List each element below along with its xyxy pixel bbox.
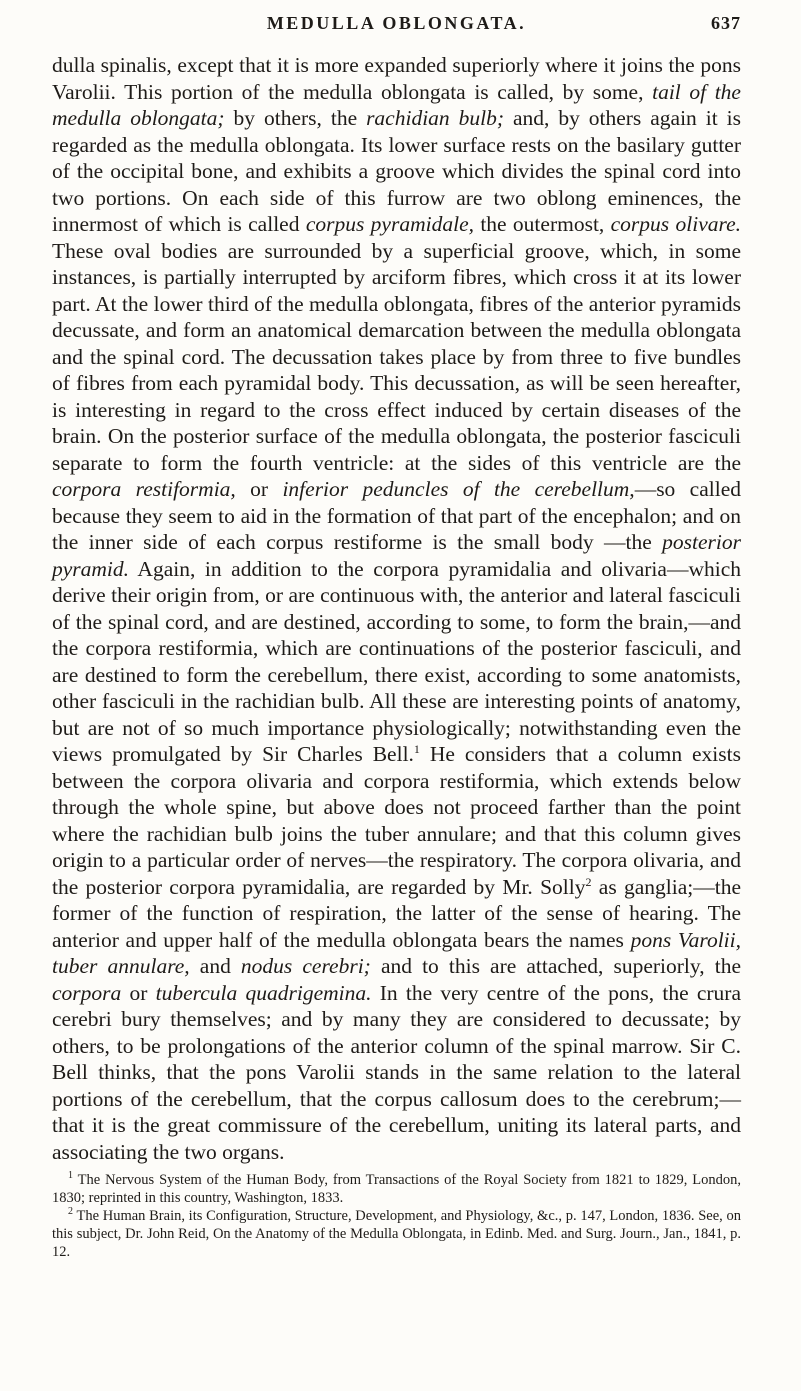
text-segment: —so called because they seem to aid in the formation of that part of the encephalon; and on the inner side of each corpus restiforme is the small body —the [52,477,741,554]
footnote-mark: 1 [68,1170,73,1182]
text-segment: Again, in addition to the corpora pyramidalia and olivaria—which derive their origin from, or are continuous with, the anterior and lateral fasciculi of the spinal cord, and are destined, according to some, to form the brain,—and the corpora restiformia, which are continuations of the posterior fasciculi, and are destined to form the cerebellum, there exist, according to some anatomists, other fasciculi in the rachidian bulb. All these are interesting points of anatomy, but are not of so much importance physiologically; notwithstanding even the views promulgated by Sir Charles Bell. [52,556,741,766]
footnote-2 [52,1207,741,1261]
text-segment: He considers that a column exists between the corpora olivaria and corpora restiformia, which extends below through the whole spine, but above does not proceed farther than the point where the rachidian bulb joins the tuber annulare; and that this column gives origin to a particular order of nerves—the respiratory. The corpora olivaria, and the posterior corpora pyramidalia, are regarded by Mr. Solly [52,742,741,899]
italic-term: posterior pyramid. [52,530,741,581]
footnote-ref-1: 1 [413,741,420,756]
italic-term: tail of the medulla oblongata; [52,79,741,130]
page-number: 637 [711,13,741,33]
footnote-mark: 2 [68,1206,73,1218]
italic-term: corpus pyramidale, [305,212,474,236]
main-paragraph [52,52,741,1165]
running-head-title: MEDULLA OBLONGATA. [266,13,527,33]
footnote-text: The Nervous System of the Human Body, from Transactions of the Royal Society from 1821 to 1829, London, 1830; reprinted in this country, Washington, 1833. [52,1172,741,1206]
text-segment: These oval bodies are surrounded by a superficial groove, which, in some instances, is partially interrupted by arciform fibres, which cross it at its lower part. At the lower third of the medulla oblongata, fibres of the anterior pyramids decussate, and form an anatomical demarcation between the medulla oblongata and the spinal cord. The decussation takes place by from three to five bundles of fibres from each pyramidal body. This decussation, as will be seen hereafter, is interesting in regard to the cross effect induced by certain diseases of the brain. On the posterior surface of the medulla oblongata, the posterior fasciculi separate to form the fourth ventricle: at the sides of this ventricle are the [52,238,741,475]
italic-term: corpus olivare. [610,212,741,236]
italic-term: nodus cerebri; [240,954,371,978]
text-segment: by others, the [224,106,367,130]
footnote-1 [52,1171,741,1207]
text-segment: and, by others again it is regarded as the medulla oblongata. Its lower surface rests on the basilary gutter of the occipital bone, and exhibits a groove which divides the spinal cord into two portions. On each side of this furrow are two oblong eminences, the innermost of which is called [52,106,741,236]
body-text [52,52,741,1165]
text-segment: the outermost, [473,212,611,236]
text-segment: or [121,980,156,1005]
text-segment: as ganglia;—the former of the function of respiration, the latter of the sense of hearing. The anterior and upper half of the medulla oblongata bears the names [52,874,742,952]
italic-term: inferior peduncles of the cerebellum, [282,477,635,501]
italic-term: pons Varolii, tuber annulare, [52,927,741,978]
italic-term: corpora [52,980,122,1005]
footnote-ref-2: 2 [585,874,592,889]
text-segment: and [189,954,241,978]
footnotes [52,1171,741,1261]
italic-term: rachidian bulb; [366,106,504,130]
text-segment: and to this are attached, superiorly, the [370,954,741,978]
running-head [52,8,741,38]
text-segment: dulla spinalis, except that it is more expanded superiorly where it joins the pons Varolii. This portion of the medulla oblongata is called, by some, [52,53,741,104]
footnote-text: The Human Brain, its Configuration, Structure, Development, and Physiology, &c., p. 147, London, 1836. See, on this subject, Dr. John Reid, On the Anatomy of the Medulla Oblongata, in Edinb. Med. and Surg. Journ., Jan., 1841, p. 12. [52,1208,741,1260]
italic-term: corpora restiformia, [52,477,236,501]
text-segment: In the very centre of the pons, the crura cerebri bury themselves; and by many they are considered to decussate; by others, to be prolongations of the anterior column of the spinal marrow. Sir C. Bell thinks, that the pons Varolii stands in the same relation to the lateral portions of the cerebellum, that the corpus callosum does to the cerebrum;—that it is the great commissure of the cerebellum, uniting its lateral parts, and associating the two organs. [52,980,742,1164]
text-segment: or [235,477,283,501]
italic-term: tubercula quadrigemina. [155,980,372,1005]
